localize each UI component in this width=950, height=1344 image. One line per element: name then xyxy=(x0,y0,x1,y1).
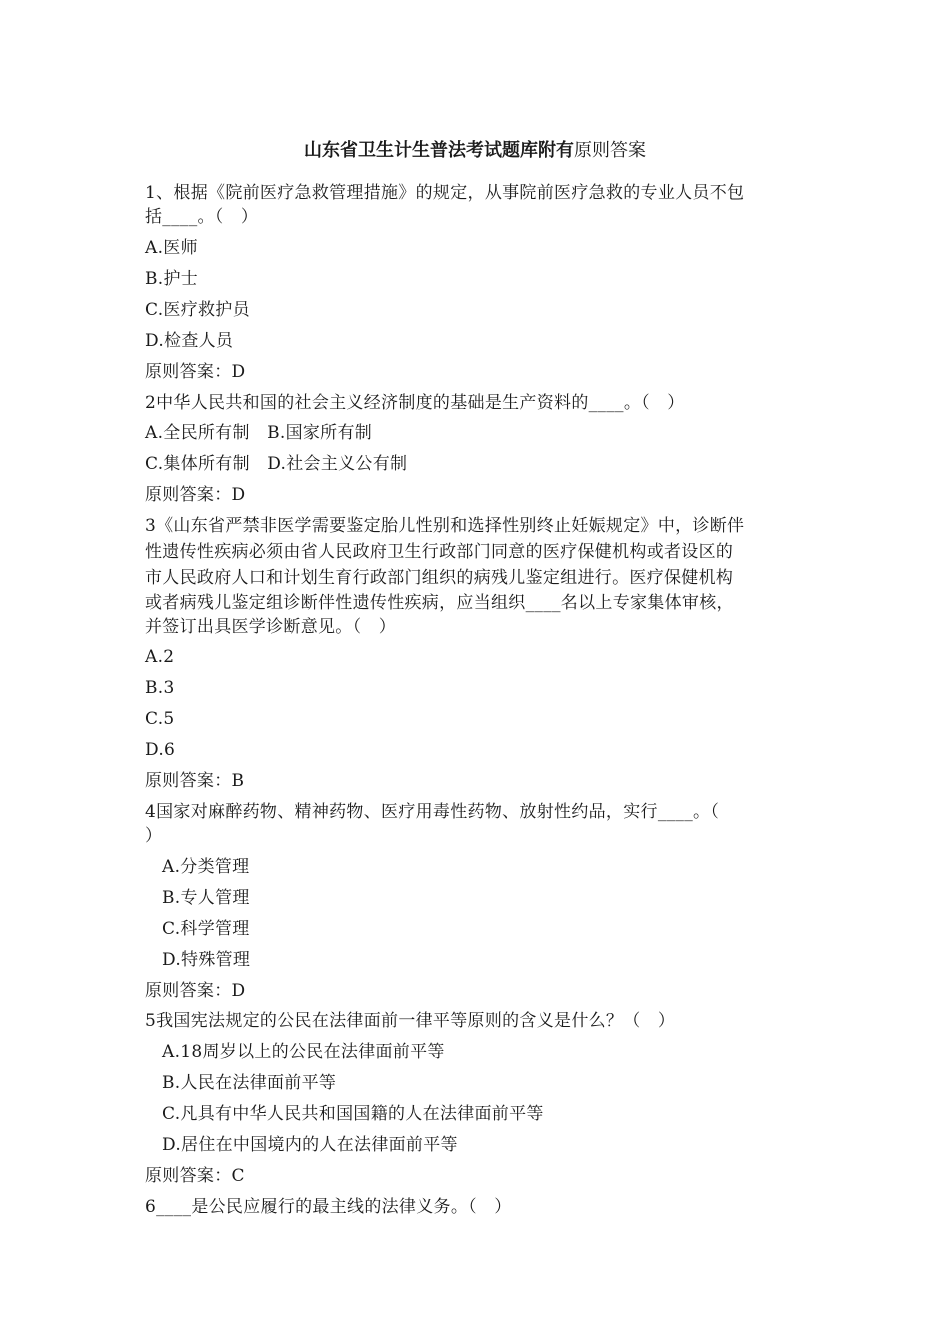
question-2-options-row-2: C.集体所有制 D.社会主义公有制 xyxy=(145,454,408,474)
question-5-text-line-1: 5我国宪法规定的公民在法律面前一律平等原则的含义是什么？（ ） xyxy=(145,1011,676,1031)
question-3-option-d: D.6 xyxy=(145,740,176,760)
question-2-text-line-1: 2中华人民共和国的社会主义经济制度的基础是生产资料的____。（ ） xyxy=(145,393,685,413)
title-normal-part: 原则答案 xyxy=(574,140,646,161)
question-1-option-c: C.医疗救护员 xyxy=(145,300,250,320)
question-5-option-d: D.居住在中国境内的人在法律面前平等 xyxy=(162,1135,458,1155)
question-1-option-a: A.医师 xyxy=(145,238,198,258)
question-1-option-b: B.护士 xyxy=(145,269,199,289)
question-5-option-c: C.凡具有中华人民共和国国籍的人在法律面前平等 xyxy=(162,1104,544,1124)
question-3-text-line-2: 性遗传性疾病必须由省人民政府卫生行政部门同意的医疗保健机构或者设区的 xyxy=(145,542,734,562)
question-5-option-a: A.18周岁以上的公民在法律面前平等 xyxy=(162,1042,445,1062)
title-bold-part: 山东省卫生计生普法考试题库附有 xyxy=(304,140,574,161)
question-4-option-a: A.分类管理 xyxy=(162,857,250,877)
question-3-text-line-4: 或者病残儿鉴定组诊断伴性遗传性疾病，应当组织____名以上专家集体审核， xyxy=(145,593,734,613)
question-3-text-line-3: 市人民政府人口和计划生育行政部门组织的病残儿鉴定组进行。医疗保健机构 xyxy=(145,568,734,588)
question-4-text-line-1: 4国家对麻醉药物、精神药物、医疗用毒性药物、放射性约品，实行____。（ xyxy=(145,802,720,822)
question-3-option-a: A.2 xyxy=(145,647,175,667)
question-1-text-line-2: 括____。（ ） xyxy=(145,207,259,227)
question-5-option-b: B.人民在法律面前平等 xyxy=(162,1073,337,1093)
document-title xyxy=(0,138,950,164)
question-4-option-b: B.专人管理 xyxy=(162,888,250,908)
question-3-option-b: B.3 xyxy=(145,678,175,698)
question-3-text-line-5: 并签订出具医学诊断意见。（ ） xyxy=(145,617,396,637)
question-4-answer: 原则答案：D xyxy=(145,981,246,1001)
question-3-text-line-1: 3《山东省严禁非医学需要鉴定胎儿性别和选择性别终止妊娠规定》中，诊断伴 xyxy=(145,516,745,536)
question-3-answer: 原则答案：B xyxy=(145,771,245,791)
question-1-answer: 原则答案：D xyxy=(145,362,246,382)
question-2-options-row-1: A.全民所有制 B.国家所有制 xyxy=(145,423,373,443)
question-1-text-line-1: 1、根据《院前医疗急救管理措施》的规定，从事院前医疗急救的专业人员不包 xyxy=(145,183,745,203)
question-4-text-line-2: ） xyxy=(145,826,163,846)
question-3-option-c: C.5 xyxy=(145,709,175,729)
question-4-option-c: C.科学管理 xyxy=(162,919,250,939)
question-1-option-d: D.检查人员 xyxy=(145,331,234,351)
question-6-text-line-1: 6____是公民应履行的最主线的法律义务。（ ） xyxy=(145,1197,512,1217)
question-4-option-d: D.特殊管理 xyxy=(162,950,251,970)
question-2-answer: 原则答案：D xyxy=(145,485,246,505)
question-5-answer: 原则答案：C xyxy=(145,1166,245,1186)
